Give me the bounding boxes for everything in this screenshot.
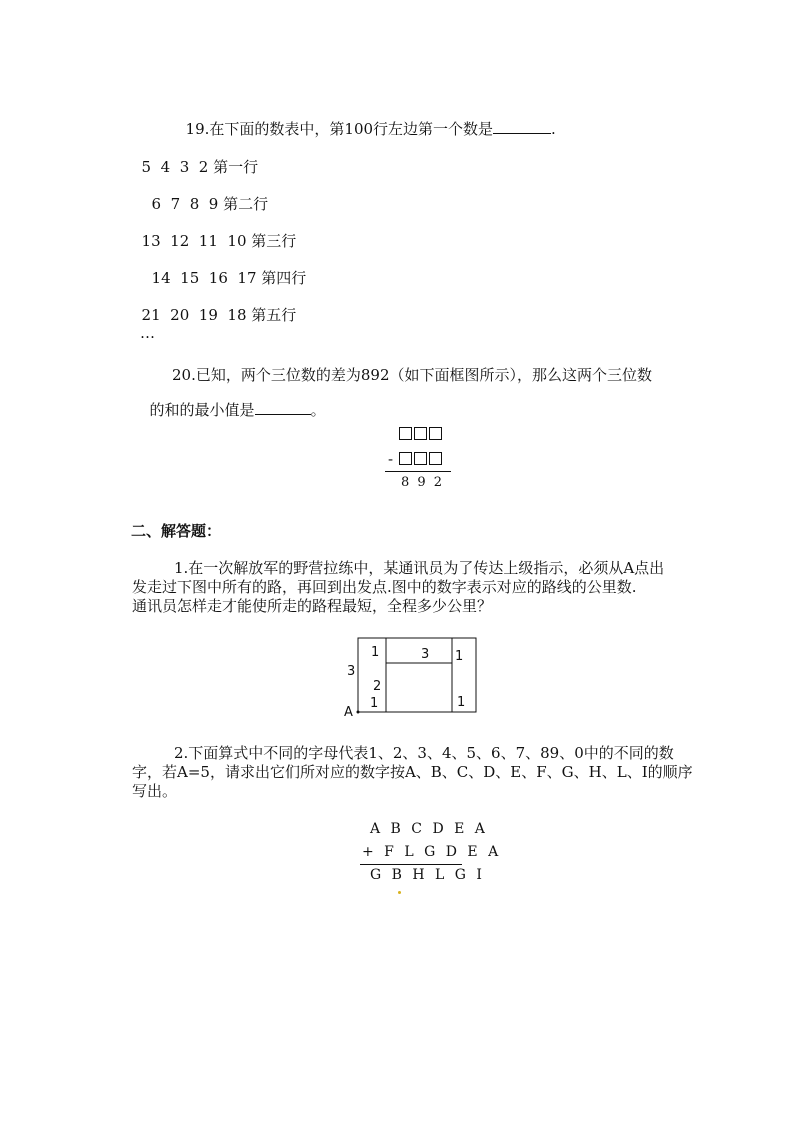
p2-sum: G B H L G I: [370, 867, 485, 883]
row-numbers: 14 15 16 17: [151, 269, 257, 287]
row-label: 第五行: [251, 306, 297, 324]
q19-text: 在下面的数表中，第100行左边第一个数是: [209, 120, 494, 138]
route-label-bottom-right: 1: [457, 695, 466, 710]
row-label: 第三行: [251, 232, 297, 250]
q20-line-1: 20.已知，两个三位数的差为892（如下面框图所示），那么这两个三位数: [172, 366, 652, 384]
digit-box: [399, 427, 412, 440]
q20-result: 8 9 2: [401, 475, 445, 490]
route-label-left: 3: [347, 664, 356, 679]
digit-box: [429, 452, 442, 465]
p1-line-1: 1.在一次解放军的野营拉练中，某通讯员为了传达上级指示，必须从A点出: [174, 559, 665, 577]
section-heading: 二、解答题：: [131, 522, 222, 540]
q20-subtrahend-boxes: [399, 452, 442, 465]
p2-sum-rule: [360, 864, 462, 865]
q20-minuend-boxes: [399, 427, 442, 440]
p2-line-1: 2.下面算式中不同的字母代表1、2、3、4、5、6、7、89、0中的不同的数: [174, 744, 674, 762]
row-numbers: 21 20 19 18: [141, 306, 247, 324]
q19-label: 19.: [185, 120, 210, 138]
q19-row-3: [132, 219, 296, 249]
q20-minus-sign: -: [388, 450, 394, 468]
decorative-dot: [398, 891, 401, 894]
row-label: 第一行: [213, 158, 259, 176]
q20-line-2: [140, 387, 326, 418]
digit-box: [414, 452, 427, 465]
p2-addend-1: A B C D E A: [370, 821, 488, 837]
route-point-a-dot: [357, 711, 360, 714]
q20-end: 。: [310, 401, 326, 419]
p2-line-3: 写出。: [132, 782, 178, 800]
q19-answer-blank: [493, 121, 551, 134]
digit-box: [399, 452, 412, 465]
route-label-mid-left: 2: [373, 679, 382, 694]
route-point-a-label: A: [344, 705, 353, 720]
q19-row-4: [142, 256, 306, 286]
q19-question: [176, 106, 556, 137]
q19-row-2: [142, 182, 268, 212]
row-numbers: 5 4 3 2: [141, 158, 209, 176]
route-label-bottom-left: 1: [370, 696, 379, 711]
row-numbers: 13 12 11 10: [141, 232, 247, 250]
row-numbers: 6 7 8 9: [151, 195, 219, 213]
q20-result-rule: [385, 471, 451, 472]
q19-row-5: [132, 293, 296, 323]
route-label-top-mid: 3: [421, 647, 430, 662]
digit-box: [429, 427, 442, 440]
q19-end: .: [551, 120, 556, 138]
p2-addend-2: + F L G D E A: [362, 844, 502, 860]
p1-line-2: 发走过下图中所有的路，再回到出发点.图中的数字表示对应的路线的公里数.: [132, 578, 637, 596]
digit-box: [414, 427, 427, 440]
row-label: 第二行: [223, 195, 269, 213]
q20-answer-blank: [255, 402, 311, 415]
q20-line-2-text: 的和的最小值是: [149, 401, 255, 419]
route-label-top-right: 1: [455, 649, 464, 664]
q19-ellipsis: …: [140, 324, 155, 342]
q19-row-1: [132, 145, 258, 175]
p2-line-2: 字，若A=5，请求出它们所对应的数字按A、B、C、D、E、F、G、H、L、I的顺序: [132, 763, 693, 781]
row-label: 第四行: [261, 269, 307, 287]
route-label-top-left: 1: [371, 645, 380, 660]
route-map-figure: [330, 630, 490, 730]
p1-line-3: 通讯员怎样走才能使所走的路程最短，全程多少公里？: [132, 597, 493, 615]
